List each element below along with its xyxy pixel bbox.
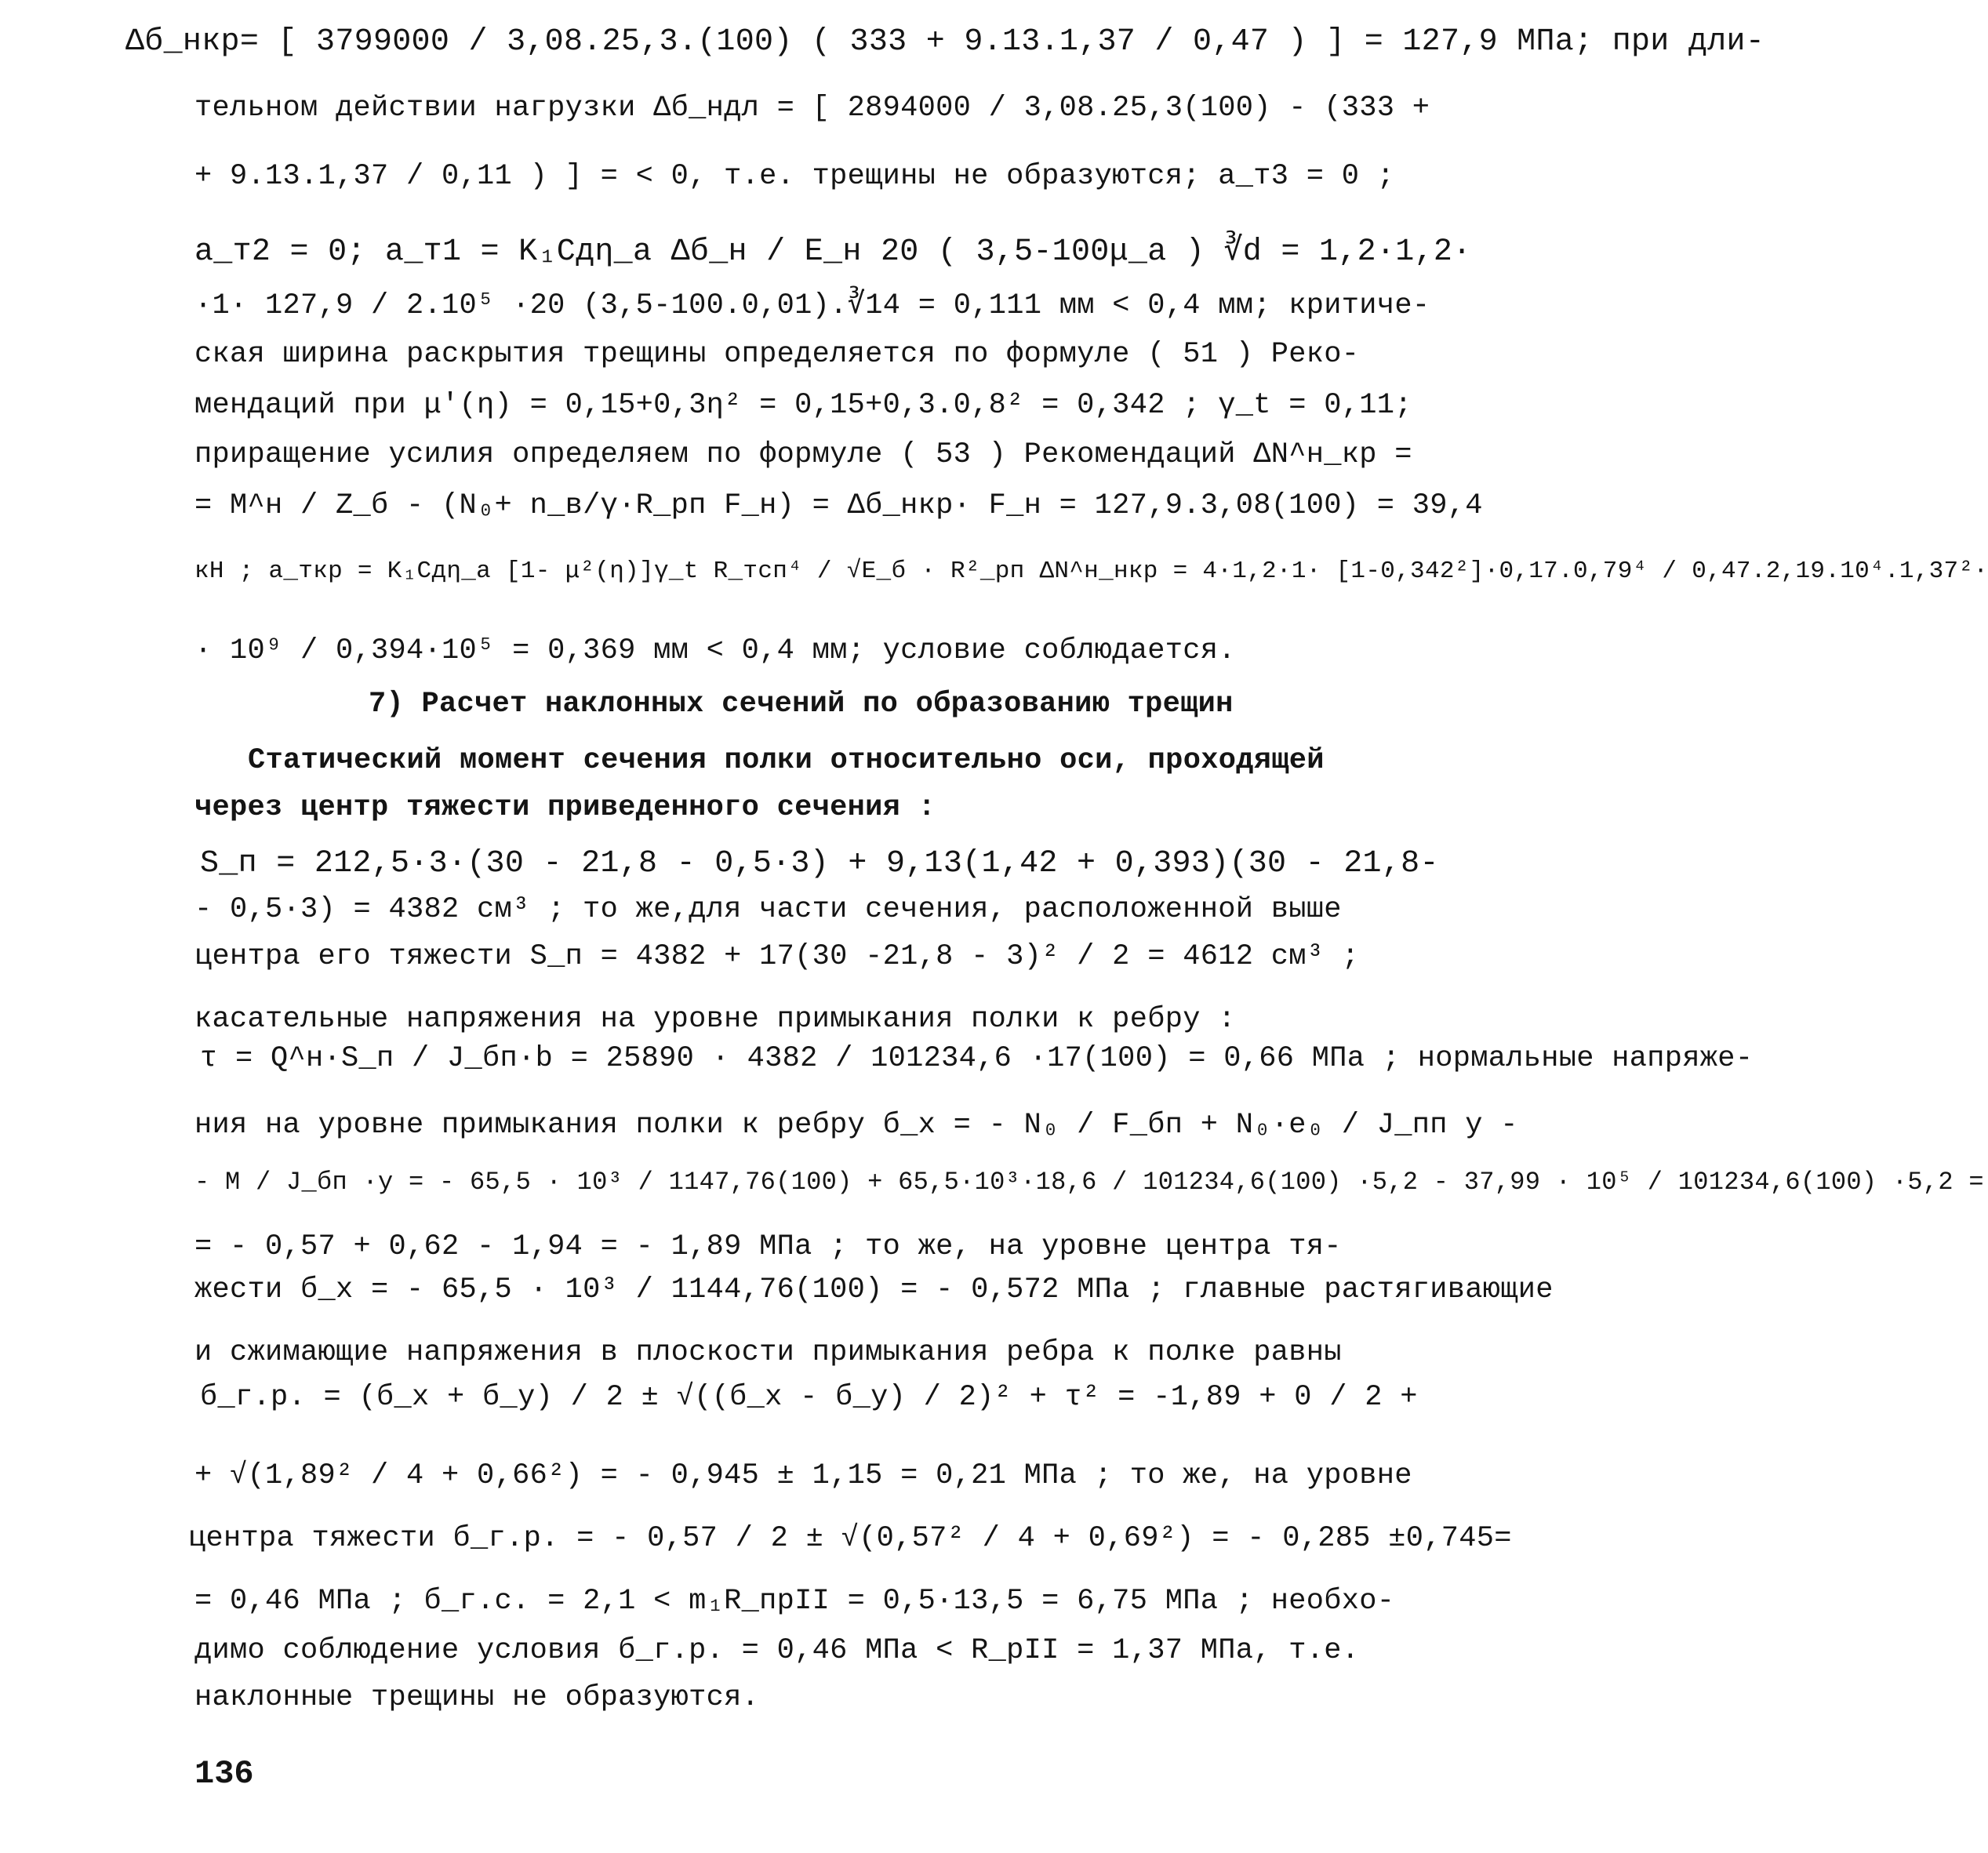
formula-line-17: центра его тяжести S_п = 4382 + 17(30 -21,8 - 3)² / 2 = 4612 см³ ; [194, 940, 1360, 973]
formula-line-21: - M / J_бп ·y = - 65,5 · 10³ / 1147,76(100) + 65,5·10³·18,6 / 101234,6(100) ·5,2 - 37,99 · 10⁵ / 101234,6(100) ·5,2 = [194, 1168, 1984, 1197]
text-line-18: касательные напряжения на уровне примыкания полки к ребру : [194, 1003, 1236, 1036]
formula-line-3: + 9.13.1,37 / 0,11 ) ] = < 0, т.е. трещины не образуются; a_т3 = 0 ; [194, 160, 1395, 193]
text-line-6: ская ширина раскрытия трещины определяется по формуле ( 51 ) Реко- [194, 338, 1360, 371]
formula-line-16: - 0,5·3) = 4382 см³ ; то же,для части сечения, расположенной выше [194, 893, 1342, 926]
text-line-14: через центр тяжести приведенного сечения : [194, 791, 936, 824]
formula-line-11: · 10⁹ / 0,394·10⁵ = 0,369 мм < 0,4 мм; условие соблюдается. [194, 634, 1236, 667]
formula-line-23: жести б_x = - 65,5 · 10³ / 1144,76(100) = - 0,572 МПа ; главные растягивающие [194, 1273, 1554, 1306]
text-line-24: и сжимающие напряжения в плоскости примыкания ребра к полке равны [194, 1336, 1342, 1369]
formula-line-19: τ = Q^н·S_п / J_бп·b = 25890 · 4382 / 101234,6 ·17(100) = 0,66 МПа ; нормальные напряже- [200, 1042, 1754, 1075]
formula-line-9: = M^н / Z_б - (N₀+ n_в/γ·R_рп F_н) = Δб_нкр· F_н = 127,9.3,08(100) = 39,4 [194, 489, 1483, 522]
formula-line-26: + √(1,89² / 4 + 0,66²) = - 0,945 ± 1,15 = 0,21 МПа ; то же, на уровне [194, 1459, 1412, 1492]
formula-line-28: = 0,46 МПа ; б_г.с. = 2,1 < m₁R_прII = 0,5·13,5 = 6,75 МПа ; необхо- [194, 1585, 1395, 1618]
text-line-30: наклонные трещины не образуются. [194, 1681, 760, 1714]
page-number: 136 [194, 1755, 254, 1793]
formula-line-29: димо соблюдение условия б_г.р. = 0,46 МПа < R_рII = 1,37 МПа, т.е. [194, 1634, 1360, 1667]
formula-line-15: S_п = 212,5·3·(30 - 21,8 - 0,5·3) + 9,13(1,42 + 0,393)(30 - 21,8- [200, 846, 1439, 881]
formula-line-22: = - 0,57 + 0,62 - 1,94 = - 1,89 МПа ; то же, на уровне центра тя- [194, 1230, 1342, 1263]
text-line-8: приращение усилия определяем по формуле ( 53 ) Рекомендаций ΔN^н_кр = [194, 438, 1412, 471]
formula-line-27: центра тяжести б_г.р. = - 0,57 / 2 ± √(0,57² / 4 + 0,69²) = - 0,285 ±0,745= [188, 1522, 1512, 1555]
section-heading: 7) Расчет наклонных сечений по образованию трещин [369, 688, 1234, 721]
text-line-13: Статический момент сечения полки относительно оси, проходящей [248, 744, 1325, 777]
formula-line-5: ·1· 127,9 / 2.10⁵ ·20 (3,5-100.0,01).∛14 = 0,111 мм < 0,4 мм; критиче- [194, 289, 1430, 322]
formula-line-4: a_т2 = 0; a_т1 = K₁Cдη_a Δб_н / E_н 20 ( 3,5-100μ_a ) ∛d = 1,2·1,2· [194, 234, 1472, 270]
formula-line-7: мендаций при μ'(η) = 0,15+0,3η² = 0,15+0,3.0,8² = 0,342 ; γ_t = 0,11; [194, 389, 1412, 422]
formula-line-2: тельном действии нагрузки Δб_ндл = [ 2894000 / 3,08.25,3(100) - (333 + [194, 92, 1430, 125]
formula-line-20: ния на уровне примыкания полки к ребру б_x = - N₀ / F_бп + N₀·e₀ / J_пп y - [194, 1109, 1518, 1142]
formula-line-25: б_г.р. = (б_x + б_y) / 2 ± √((б_x - б_y) / 2)² + τ² = -1,89 + 0 / 2 + [200, 1381, 1418, 1414]
formula-line-1: Δб_нкр= [ 3799000 / 3,08.25,3.(100) ( 333 + 9.13.1,37 / 0,47 ) ] = 127,9 МПа; при дли- [125, 24, 1765, 60]
formula-line-10: кН ; a_ткр = K₁Cдη_a [1- μ²(η)]γ_t R_тсп⁴ / √E_б · R²_рп ΔN^н_нкр = 4·1,2·1· [1-0,342²]·0,17.0,79⁴ / 0,47.2,19.10⁴.1,37²· [194, 558, 1988, 585]
